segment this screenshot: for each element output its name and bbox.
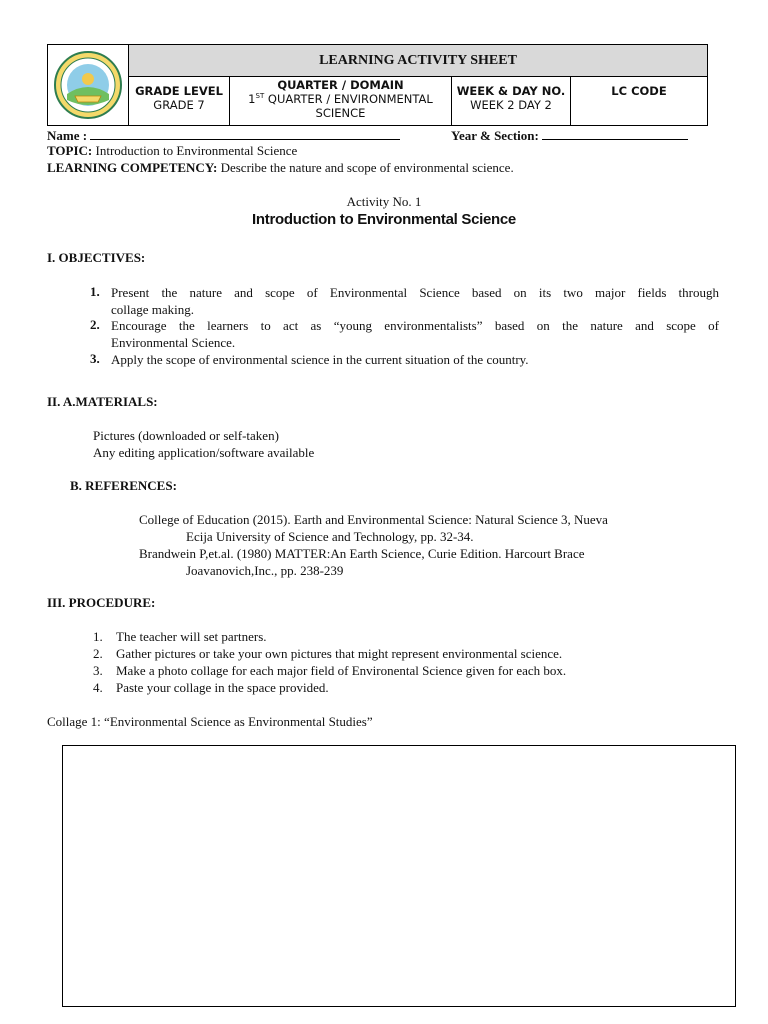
procedure-item: Gather pictures or take your own pictures that might represent environmental science.: [116, 646, 563, 661]
objective-line-cont: collage making.: [111, 302, 195, 317]
objective-line: Present the nature and scope of Environmental Science based on its two major fields through: [111, 285, 719, 300]
objective-number: 3.: [90, 351, 100, 366]
procedure-number: 1.: [93, 629, 103, 644]
quarter-domain-cell: [230, 77, 452, 125]
procedure-number: 2.: [93, 646, 103, 661]
objective-number: 1.: [90, 284, 100, 299]
quarter-domain-value: 1ST QUARTER / ENVIRONMENTAL: [248, 92, 433, 106]
header-table: [47, 44, 708, 126]
week-day-cell: [452, 77, 571, 125]
procedure-item: Make a photo collage for each major field of Environental Science given for each box.: [116, 663, 567, 678]
week-day-label: WEEK & DAY NO.: [456, 84, 566, 98]
procedure-number: 4.: [93, 680, 103, 695]
collage-label: Collage 1: “Environmental Science as Environmental Studies”: [47, 714, 373, 729]
objective-line: Apply the scope of environmental science in the current situation of the country.: [111, 352, 529, 367]
reference-line: Brandwein P,et.al. (1980) MATTER:An Earth Science, Curie Edition. Harcourt Brace: [139, 546, 585, 561]
objectives-heading: I. OBJECTIVES:: [47, 250, 146, 265]
topic-label: TOPIC:: [47, 143, 93, 158]
references-heading: B. REFERENCES:: [70, 478, 177, 493]
week-day-value: WEEK 2 DAY 2: [470, 98, 552, 112]
objective-line-cont: Environmental Science.: [111, 335, 236, 350]
quarter-domain-label: QUARTER / DOMAIN: [277, 78, 404, 92]
material-item: Any editing application/software available: [93, 445, 315, 460]
name-field[interactable]: [90, 127, 400, 140]
objective-number: 2.: [90, 317, 100, 332]
competency-label: LEARNING COMPETENCY:: [47, 160, 218, 175]
grade-level-label: GRADE LEVEL: [135, 84, 223, 98]
activity-number: Activity No. 1: [346, 194, 422, 209]
collage-box[interactable]: [62, 745, 736, 1007]
procedure-heading: III. PROCEDURE:: [47, 595, 156, 610]
logo-cell: [48, 45, 129, 125]
procedure-number: 3.: [93, 663, 103, 678]
year-section-row: [451, 127, 688, 144]
reference-line: College of Education (2015). Earth and Environmental Science: Natural Science 3, Nueva: [139, 512, 608, 527]
procedure-item: Paste your collage in the space provided.: [116, 680, 329, 695]
name-row: [47, 127, 400, 144]
lc-code-cell: [571, 77, 707, 125]
reference-line-cont: Ecija University of Science and Technology, pp. 32-34.: [186, 529, 474, 544]
topic-value: Introduction to Environmental Science: [92, 143, 298, 158]
topic-row: [47, 143, 297, 159]
deped-seal-logo: [53, 50, 123, 120]
name-label: Name :: [47, 128, 88, 143]
procedure-item: The teacher will set partners.: [116, 629, 267, 644]
sheet-title: LEARNING ACTIVITY SHEET: [129, 45, 707, 77]
grade-level-cell: [129, 77, 230, 125]
materials-heading: II. A.MATERIALS:: [47, 394, 158, 409]
grade-level-value: GRADE 7: [153, 98, 205, 112]
lc-code-label: LC CODE: [611, 84, 667, 98]
quarter-domain-value-line2: SCIENCE: [315, 106, 366, 120]
activity-title: Introduction to Environmental Science: [252, 211, 516, 228]
objective-line: Encourage the learners to act as “young environmentalists” based on the nature and scope of: [111, 318, 719, 333]
material-item: Pictures (downloaded or self-taken): [93, 428, 279, 443]
competency-value: Describe the nature and scope of environmental science.: [217, 160, 514, 175]
year-section-field[interactable]: [542, 127, 688, 140]
competency-row: [47, 160, 514, 176]
year-section-label: Year & Section:: [451, 128, 539, 143]
reference-line-cont: Joavanovich,Inc., pp. 238-239: [186, 563, 344, 578]
